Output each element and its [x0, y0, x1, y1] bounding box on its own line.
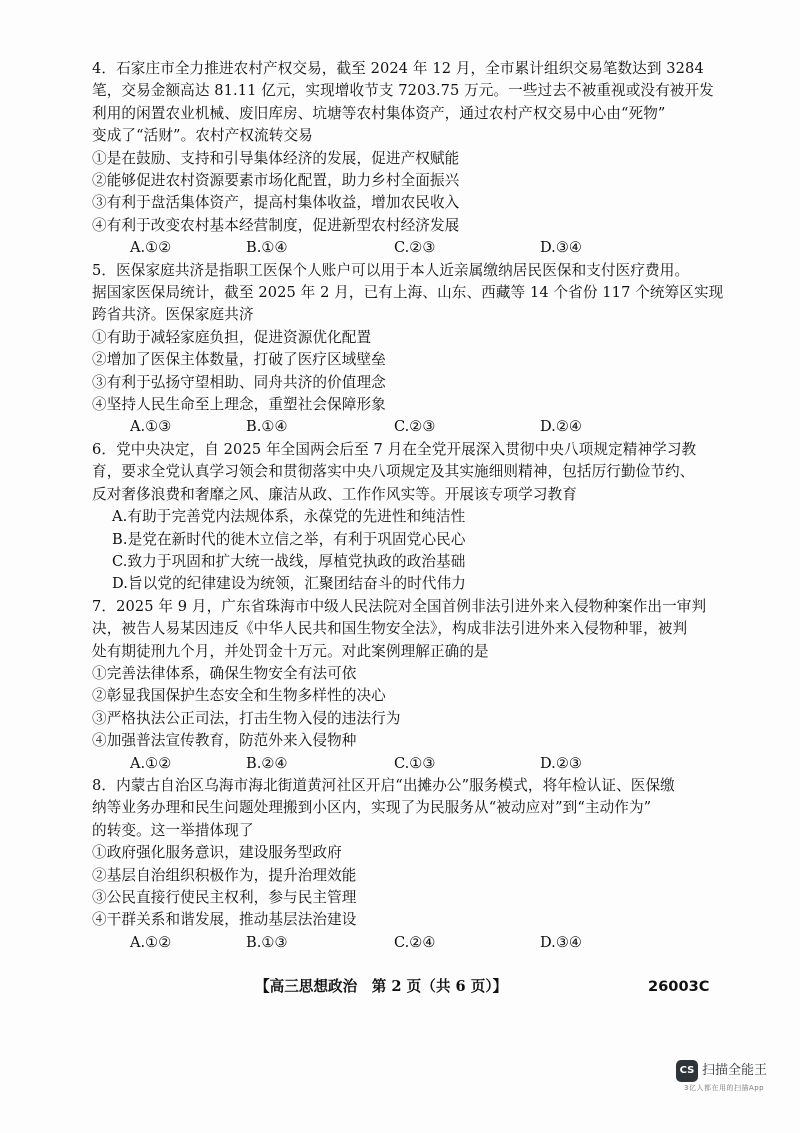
question-stem-line: 育，要求全党认真学习领会和贯彻落实中央八项规定及其实施细则精神，包括厉行勤俭节约、 — [92, 463, 695, 481]
watermark-slogan: 3亿人都在用的扫描App — [684, 1084, 765, 1092]
question-stem-line: 据国家医保局统计，截至 2025 年 2 月，已有上海、山东、西藏等 14 个省份 117 个统筹区实现 — [92, 284, 724, 302]
statement: ②彰显我国保护生态安全和生物多样性的决心 — [92, 687, 386, 705]
question-stem-line: 8．内蒙古自治区乌海市海北街道黄河社区开启“出摊办公”服务模式，将年检认证、医保缴 — [92, 776, 675, 794]
choice-c: C.②④ — [394, 933, 436, 951]
choice-c: C.①③ — [394, 754, 436, 772]
question-stem-line: 6．党中央决定，自 2025 年全国两会后至 7 月在全党开展深入贯彻中央八项规定精神学习教 — [92, 440, 697, 458]
question-stem-line: 笔，交易金额高达 81.11 亿元，实现增收节支 7203.75 万元。一些过去不被重视或没有被开发 — [92, 82, 714, 100]
question-stem-line: 跨省共济。医保家庭共济 — [92, 306, 254, 324]
choice-d: D.③④ — [540, 933, 582, 951]
statement: ③有利于弘扬守望相助、同舟共济的价值理念 — [92, 373, 386, 391]
statement: ③严格执法公正司法，打击生物入侵的违法行为 — [92, 709, 401, 727]
question-4 — [92, 58, 724, 260]
option-d: D.旨以党的纪律建设为统领，汇聚团结奋斗的时代伟力 — [112, 575, 466, 593]
exam-code: 26003C — [648, 978, 710, 995]
option-a: A.有助于完善党内法规体系，永葆党的先进性和纯洁性 — [112, 508, 466, 526]
statement: ①是在鼓励、支持和引导集体经济的发展，促进产权赋能 — [92, 149, 460, 167]
statement: ②能够促进农村资源要素市场化配置，助力乡村全面振兴 — [92, 172, 460, 190]
camscanner-logo-icon: CS — [676, 1060, 698, 1082]
question-stem-line: 决，被告人易某因违反《中华人民共和国生物安全法》，构成非法引进外来入侵物种罪，被判 — [92, 620, 688, 638]
answer-choices — [92, 416, 724, 438]
statement: ④加强普法宣传教育，防范外来入侵物种 — [92, 732, 357, 750]
choice-a: A.①② — [130, 754, 172, 772]
question-7 — [92, 596, 724, 775]
choice-a: A.①② — [130, 933, 172, 951]
choice-a: A.①② — [130, 239, 172, 257]
question-stem-line: 7．2025 年 9 月，广东省珠海市中级人民法院对全国首例非法引进外来入侵物种案作出一审判 — [92, 597, 707, 615]
statement: ①有助于减轻家庭负担，促进资源优化配置 — [92, 328, 372, 346]
choice-b: B.①④ — [246, 418, 288, 436]
questions-area — [92, 58, 724, 954]
answer-choices — [92, 932, 724, 954]
question-5 — [92, 260, 724, 439]
footer-title: 【高三思想政治 第 2 页（共 6 页）】 — [255, 978, 508, 995]
scanner-watermark — [676, 1058, 786, 1098]
question-stem-line: 反对奢侈浪费和奢靡之风、廉洁从政、工作作风实等。开展该专项学习教育 — [92, 485, 577, 503]
choice-d: D.②④ — [540, 418, 582, 436]
choice-b: B.①④ — [246, 239, 288, 257]
answer-choices — [92, 753, 724, 775]
statement: ④干群关系和谐发展，推动基层法治建设 — [92, 911, 357, 929]
statement: ②基层自治组织积极作为，提升治理效能 — [92, 866, 357, 884]
choice-a: A.①③ — [130, 418, 172, 436]
question-8 — [92, 775, 724, 954]
choice-b: B.②④ — [246, 754, 288, 772]
watermark-name: 扫描全能王 — [702, 1063, 768, 1078]
question-6 — [92, 439, 724, 596]
question-stem-line: 变成了“活财”。农村产权流转交易 — [92, 127, 313, 145]
question-stem-line: 纳等业务办理和民生问题处理搬到小区内，实现了为民服务从“被动应对”到“主动作为” — [92, 799, 652, 817]
statement: ③公民直接行使民主权利，参与民主管理 — [92, 888, 357, 906]
question-stem-line: 5．医保家庭共济是指职工医保个人账户可以用于本人近亲属缴纳居民医保和支付医疗费用。 — [92, 261, 690, 279]
choice-d: D.②③ — [540, 754, 582, 772]
answer-choices — [92, 237, 724, 259]
option-b: B.是党在新时代的徙木立信之举，有利于巩固党心民心 — [112, 530, 466, 548]
choice-b: B.①③ — [246, 933, 288, 951]
choice-c: C.②③ — [394, 239, 436, 257]
statement: ①完善法律体系，确保生物安全有法可依 — [92, 664, 357, 682]
question-stem-line: 4．石家庄市全力推进农村产权交易，截至 2024 年 12 月，全市累计组织交易笔数达到 3284 — [92, 60, 704, 77]
statement: ③有利于盘活集体资产，提高村集体收益，增加农民收入 — [92, 194, 460, 212]
question-stem-line: 的转变。这一举措体现了 — [92, 821, 254, 839]
statement: ①政府强化服务意识，建设服务型政府 — [92, 844, 342, 862]
statement: ④坚持人民生命至上理念，重塑社会保障形象 — [92, 396, 386, 414]
choice-c: C.②③ — [394, 418, 436, 436]
statement: ④有利于改变农村基本经营制度，促进新型农村经济发展 — [92, 216, 460, 234]
choice-d: D.③④ — [540, 239, 582, 257]
question-stem-line: 利用的闲置农业机械、废旧库房、坑塘等农村集体资产，通过农村产权交易中心由“死物” — [92, 104, 666, 122]
statement: ②增加了医保主体数量，打破了医疗区域壁垒 — [92, 351, 386, 369]
option-c: C.致力于巩固和扩大统一战线，厚植党执政的政治基础 — [112, 552, 466, 570]
page-footer — [0, 975, 800, 999]
question-stem-line: 处有期徒刑九个月，并处罚金十万元。对此案例理解正确的是 — [92, 642, 489, 660]
